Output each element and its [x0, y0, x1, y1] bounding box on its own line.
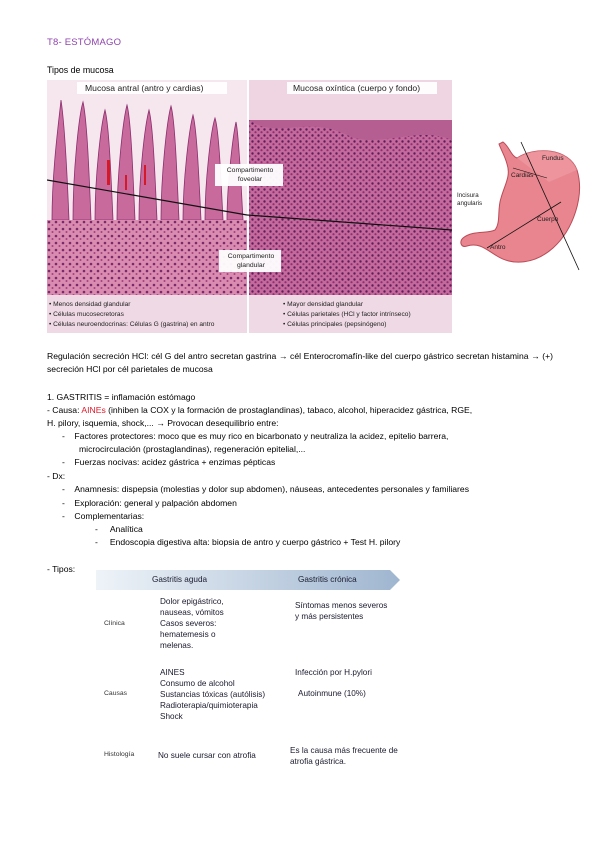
causa-line-2: H. pilory, isquemia, shock,... → Provocan desequilibrio entre:: [47, 418, 279, 428]
histologia-cronica: Es la causa más frecuente de atrofia gástrica.: [290, 746, 398, 766]
gastritis-heading: 1. GASTRITIS = inflamación estómago: [47, 392, 196, 402]
clinica-aguda: Dolor epigástrico, nauseas, vómitos Casos severos: hematemesis o melenas.: [160, 597, 224, 650]
label-incisura: Incisura angularis: [457, 192, 483, 207]
gastritis-comparison-table: [90, 568, 420, 773]
row-label-causas: Causas: [104, 690, 128, 697]
label-foveolar: Compartimento foveolar: [226, 167, 274, 183]
label-glandular: Compartimento glandular: [227, 253, 275, 269]
analitica: - Analítica: [95, 524, 143, 534]
aines-highlight: AINEs: [81, 405, 106, 415]
tipos-label: - Tipos:: [47, 564, 76, 574]
anamnesis: - Anamnesis: dispepsia (molestias y dolor sup abdomen), náuseas, antecedentes personales y familiares: [62, 484, 469, 494]
exploracion: - Exploración: general y palpación abdomen: [62, 498, 237, 508]
factores-protectores: - Factores protectores: moco que es muy rico en bicarbonato y neutraliza la acidez, epitelio barrera,: [62, 431, 449, 441]
col-header-cronica: Gastritis crónica: [298, 575, 357, 584]
label-cardias: Cardias: [511, 172, 534, 179]
bullet: • Células neuroendocrinas: Células G (gastrina) en antro: [49, 321, 215, 328]
causas-cronica: Infección por H.pylori Autoinmune (10%): [295, 668, 372, 698]
left-panel-title: Mucosa antral (antro y cardias): [85, 83, 204, 93]
dx-label: - Dx:: [47, 471, 66, 481]
right-panel-title: Mucosa oxíntica (cuerpo y fondo): [293, 83, 421, 93]
bullet: • Células parietales (HCl y factor intrínseco): [283, 311, 411, 318]
label-fundus: Fundus: [542, 155, 564, 162]
label-antro: Antro: [490, 244, 506, 251]
causa-line: - Causa: AINEs (inhiben la COX y la formación de prostaglandinas), tabaco, alcohol, hiperacidez gástrica, RGE,: [47, 405, 473, 415]
right-panel-bullets: [283, 300, 411, 330]
bullet: • Células principales (pepsinógeno): [283, 321, 387, 328]
histology-figure: [47, 80, 452, 333]
regulation-paragraph: Regulación secreción HCl: cél G del antro secretan gastrina → cél Enterocromafín-like del cuerpo gástrico secretan histamina → (+) secreción HCl por cél parietales de mucosa: [47, 351, 553, 374]
left-panel-bullets: [49, 300, 214, 330]
factores-protectores-2: microcirculación (prostaglandinas), regeneración epitelial,...: [79, 444, 306, 454]
bullet: • Células mucosecretoras: [49, 311, 124, 318]
page-title: T8- ESTÓMAGO: [47, 37, 122, 48]
bullet: • Menos densidad glandular: [49, 301, 131, 308]
bullet: • Mayor densidad glandular: [283, 301, 364, 308]
col-header-aguda: Gastritis aguda: [152, 575, 208, 584]
histologia-aguda: No suele cursar con atrofia: [158, 751, 256, 760]
section-subtitle: Tipos de mucosa: [47, 65, 114, 75]
row-label-histologia: Histología: [104, 751, 135, 758]
row-label-clinica: Clínica: [104, 620, 125, 627]
clinica-cronica: Síntomas menos severos y más persistentes: [295, 601, 388, 621]
complementarias: - Complementarias:: [62, 511, 145, 521]
stomach-illustration: [457, 138, 583, 278]
causas-aguda: AINES Consumo de alcohol Sustancias tóxicas (autólisis) Radioterapia/quimioterapia Shock: [160, 668, 266, 721]
endoscopia: - Endoscopia digestiva alta: biopsia de antro y cuerpo gástrico + Test H. pilory: [95, 537, 401, 547]
fuerzas-nocivas: - Fuerzas nocivas: acidez gástrica + enzimas pépticas: [62, 457, 276, 467]
label-cuerpo: Cuerpo: [537, 216, 559, 223]
